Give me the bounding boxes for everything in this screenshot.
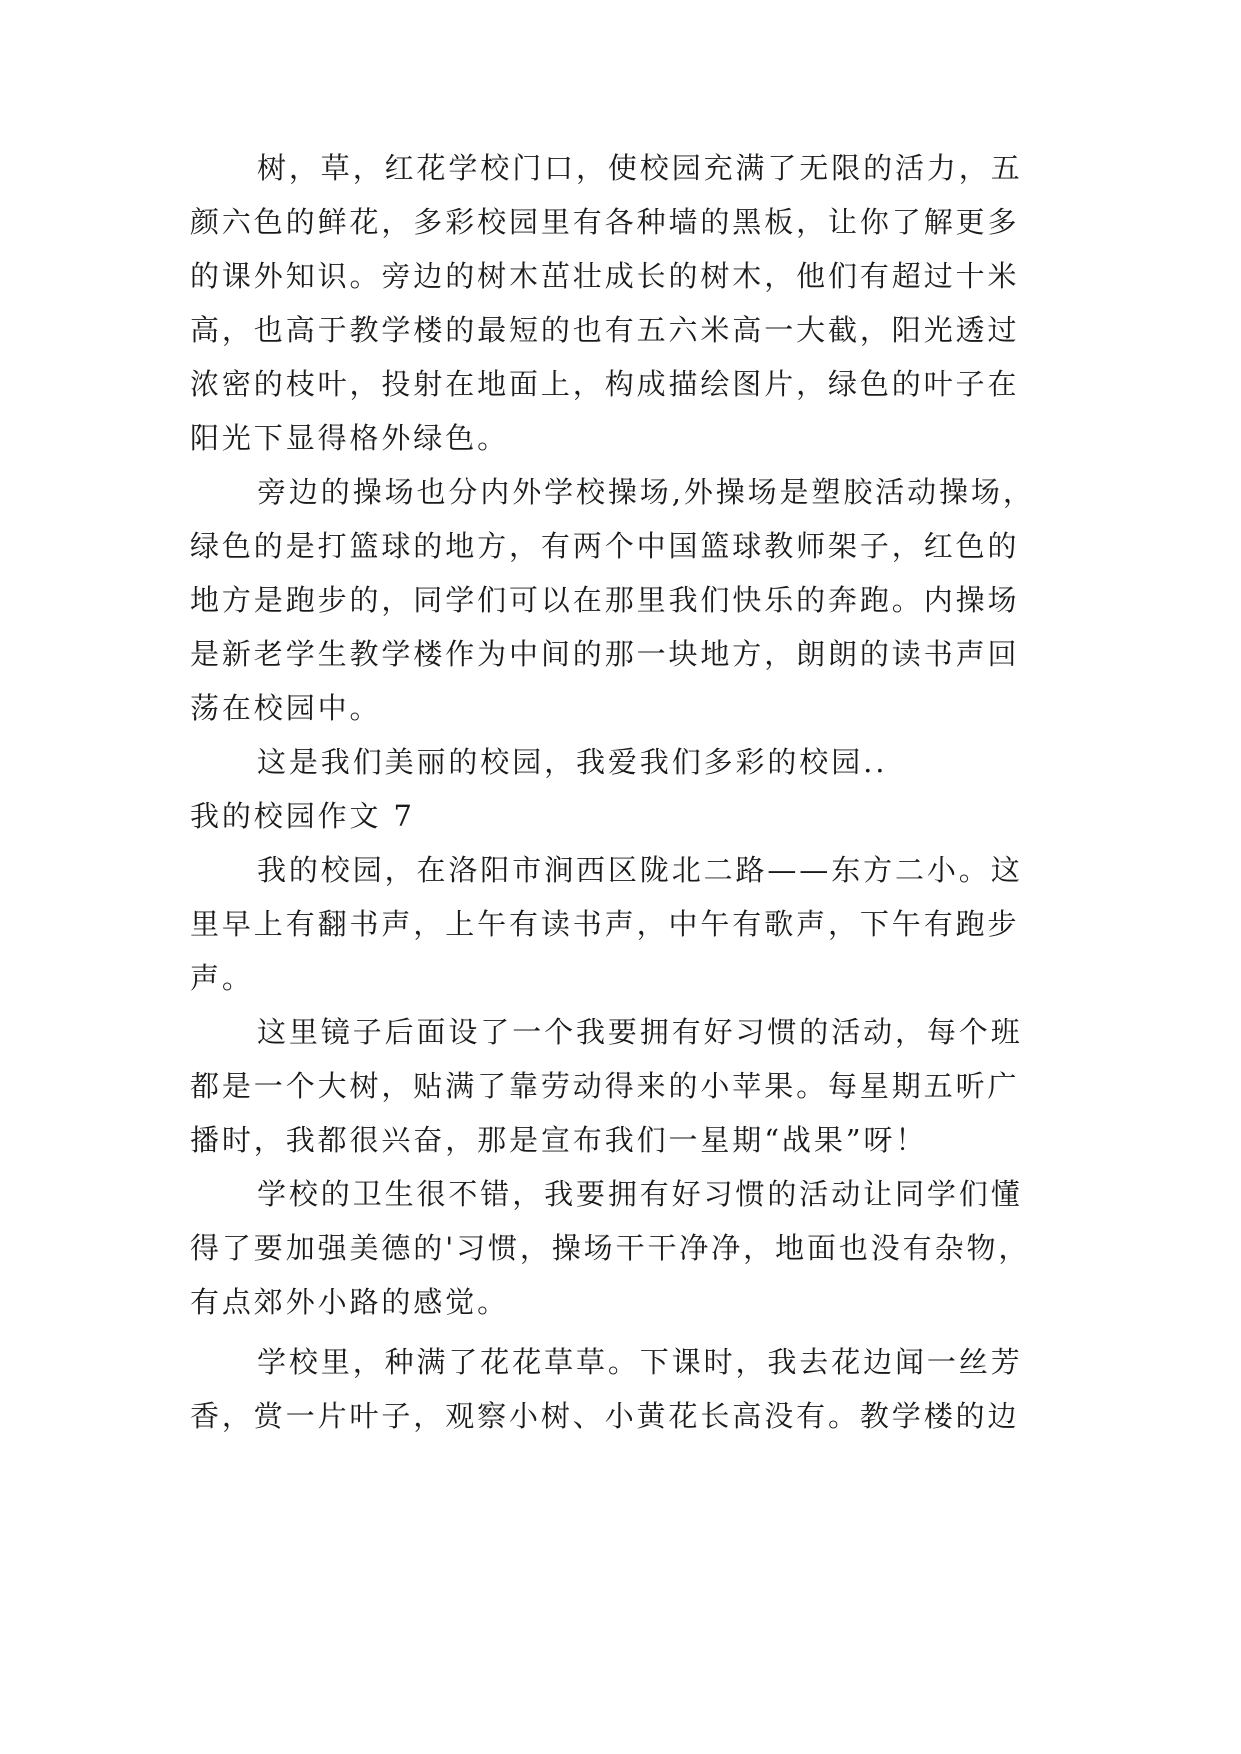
text-line: 旁边的操场也分内外学校操场,外操场是塑胶活动操场， — [257, 475, 1035, 509]
text-line: 高，也高于教学楼的最短的也有五六米高一大截，阳光透过 — [190, 313, 1020, 347]
text-line: 都是一个大树，贴满了靠劳动得来的小苹果。每星期五听广 — [190, 1069, 1020, 1103]
section-heading: 我的校园作文 7 — [190, 799, 415, 833]
text-line: 的课外知识。旁边的树木茁壮成长的树木，他们有超过十米 — [190, 259, 1020, 293]
text-line: 这是我们美丽的校园，我爱我们多彩的校园.. — [257, 745, 888, 779]
text-line: 是新老学生教学楼作为中间的那一块地方，朗朗的读书声回 — [190, 637, 1020, 671]
text-line: 地方是跑步的，同学们可以在那里我们快乐的奔跑。内操场 — [190, 583, 1020, 617]
text-line: 绿色的是打篮球的地方，有两个中国篮球教师架子，红色的 — [190, 529, 1020, 563]
text-line: 学校里，种满了花花草草。下课时，我去花边闻一丝芳 — [257, 1345, 1023, 1379]
text-line: 荡在校园中。 — [190, 691, 382, 725]
text-line: 声。 — [190, 961, 254, 995]
text-line: 播时，我都很兴奋，那是宣布我们一星期“战果”呀！ — [190, 1123, 928, 1157]
text-line: 里早上有翻书声，上午有读书声，中午有歌声，下午有跑步 — [190, 907, 1020, 941]
text-line: 得了要加强美德的'习惯，操场干干净净，地面也没有杂物， — [190, 1231, 1031, 1265]
text-line: 这里镜子后面设了一个我要拥有好习惯的活动，每个班 — [257, 1015, 1023, 1049]
text-line: 学校的卫生很不错，我要拥有好习惯的活动让同学们懂 — [257, 1177, 1023, 1211]
text-line: 浓密的枝叶，投射在地面上，构成描绘图片，绿色的叶子在 — [190, 367, 1020, 401]
text-line: 阳光下显得格外绿色。 — [190, 421, 510, 455]
text-line: 有点郊外小路的感觉。 — [190, 1285, 510, 1319]
text-line: 树，草，红花学校门口，使校园充满了无限的活力，五 — [257, 151, 1023, 185]
text-line: 颜六色的鲜花，多彩校园里有各种墙的黑板，让你了解更多 — [190, 205, 1020, 239]
text-line: 我的校园，在洛阳市涧西区陇北二路——东方二小。这 — [257, 853, 1023, 887]
text-line: 香，赏一片叶子，观察小树、小黄花长高没有。教学楼的边 — [190, 1399, 1020, 1433]
